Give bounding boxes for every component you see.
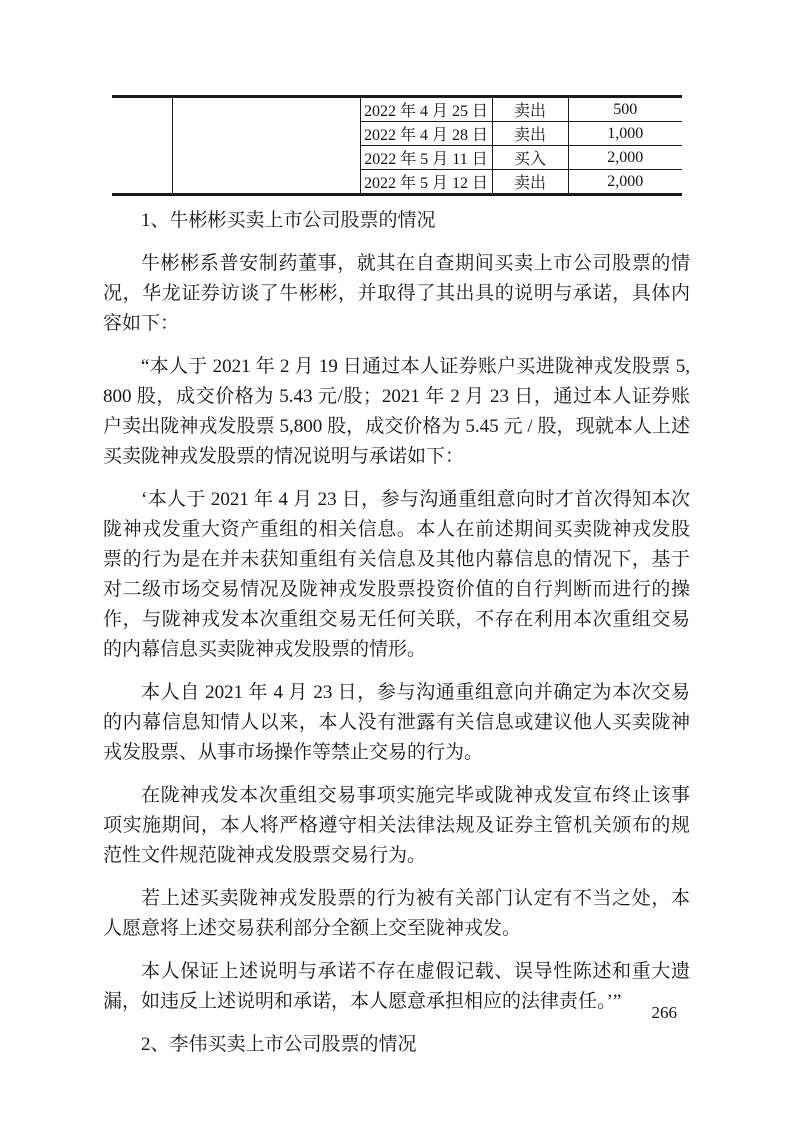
paragraph-interview-intro: 牛彬彬系普安制药董事，就其在自查期间买卖上市公司股票的情况，华龙证券访谈了牛彬彬，并取得了其出具的说明与承诺，具体内容如下： xyxy=(103,253,690,334)
page-number: 266 xyxy=(651,1003,677,1022)
table-cell-empty-col1 xyxy=(112,97,172,195)
paragraph-statement-guarantee: 本人保证上述说明与承诺不存在虚假记载、误导性陈述和重大遗漏，如违反上述说明和承诺，本人愿意承担相应的法律责任。’” xyxy=(103,961,690,1012)
table-cell-action: 买入 xyxy=(492,146,568,170)
table-cell-quantity: 500 xyxy=(568,97,682,122)
table-cell-action: 卖出 xyxy=(492,122,568,146)
table-cell-date: 2022 年 4 月 25 日 xyxy=(360,97,492,122)
table-cell-date: 2022 年 5 月 11 日 xyxy=(360,146,492,170)
table-cell-quantity: 2,000 xyxy=(568,146,682,170)
document-body xyxy=(103,193,690,1073)
paragraph-trade-details: “本人于 2021 年 2 月 19 日通过本人证券账户买进陇神戎发股票 5,800 股，成交价格为 5.43 元/股；2021 年 2 月 23 日，通过本人证券账户卖出陇神戎发股票 5,800 股，成交价格为 5.45 元 / 股，现就本人上述买卖陇神戎发股票的情况说明与承诺如下： xyxy=(103,356,690,467)
table-cell-quantity: 1,000 xyxy=(568,122,682,146)
table-cell-action: 卖出 xyxy=(492,170,568,195)
stock-transactions-table xyxy=(112,95,682,196)
paragraph-statement-no-leak: 本人自 2021 年 4 月 23 日，参与沟通重组意向并确定为本次交易的内幕信息知情人以来，本人没有泄露有关信息或建议他人买卖陇神戎发股票、从事市场操作等禁止交易的行为。 xyxy=(103,682,690,763)
table-cell-quantity: 2,000 xyxy=(607,172,644,190)
table-row xyxy=(112,97,682,122)
table-cell-date: 2022 年 5 月 12 日 xyxy=(360,170,492,195)
section-heading-2: 2、李伟买卖上市公司股票的情况 xyxy=(141,1034,417,1055)
table-cell-date: 2022 年 4 月 28 日 xyxy=(360,122,492,146)
paragraph-statement-surrender-profit: 若上述买卖陇神戎发股票的行为被有关部门认定有不当之处，本人愿意将上述交易获利部分全额上交至陇神戎发。 xyxy=(103,888,690,939)
table-cell-empty-col2 xyxy=(172,97,360,195)
paragraph-statement-compliance: 在陇神戎发本次重组交易事项实施完毕或陇神戎发宣布终止该事项实施期间，本人将严格遵守相关法律法规及证券主管机关颁布的规范性文件规范陇神戎发股票交易行为。 xyxy=(103,785,690,866)
section-heading-1: 1、牛彬彬买卖上市公司股票的情况 xyxy=(141,210,436,231)
table-cell-action: 卖出 xyxy=(492,97,568,122)
paragraph-statement-no-insider-info: ‘本人于 2021 年 4 月 23 日，参与沟通重组意向时才首次得知本次陇神戎发重大资产重组的相关信息。本人在前述期间买卖陇神戎发股票的行为是在并未获知重组有关信息及其他内幕信息的情况下，基于对二级市场交易情况及陇神戎发股票投资价值的自行判断而进行的操作，与陇神戎发本次重组交易无任何关联，不存在利用本次重组交易的内幕信息买卖陇神戎发股票的情形。 xyxy=(103,489,690,660)
